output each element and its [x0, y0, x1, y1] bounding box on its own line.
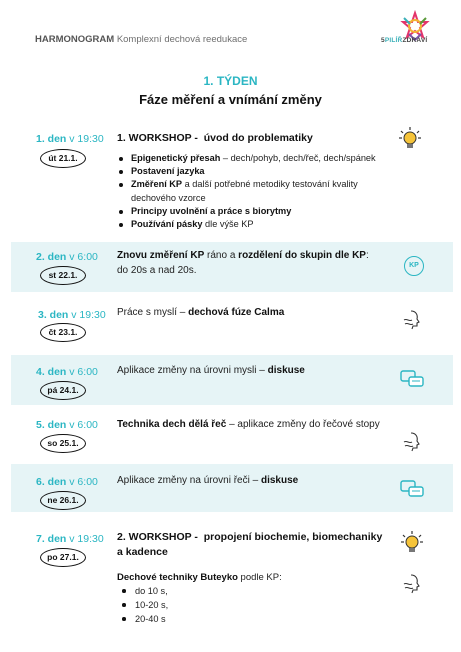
buteyko-items: [117, 584, 267, 626]
date-badge: čt 23.1.: [40, 323, 86, 342]
lightbulb-icon: [400, 530, 424, 556]
day-description: Znovu změření KP ráno a rozdělení do skupin dle KP: do 20s a nad 20s.: [117, 250, 369, 276]
day-label: 2. den v 6:00: [36, 251, 98, 263]
day-label: 7. den v 19:30: [36, 533, 104, 545]
day-label: 1. den v 19:30: [36, 133, 104, 145]
lightbulb-icon: [398, 126, 422, 152]
header-brand: HARMONOGRAM: [35, 34, 115, 45]
day-label: 3. den v 19:30: [38, 309, 106, 321]
workshop-title: 2. WORKSHOP - propojení biochemie, biomechaniky a kadence: [117, 531, 383, 558]
list-item: do 10 s,: [117, 584, 267, 598]
date-badge: pá 24.1.: [40, 381, 86, 400]
list-item: Epigenetický přesah – dech/pohyb, dech/řeč, dech/spánek: [117, 152, 397, 165]
date-badge: po 27.1.: [40, 548, 86, 567]
breath-head-icon: [402, 430, 424, 452]
chat-bubbles-icon: [400, 370, 424, 390]
day-label: 4. den v 6:00: [36, 366, 98, 378]
date-badge: so 25.1.: [40, 434, 86, 453]
workshop-bullets: [117, 152, 397, 231]
breath-head-icon: [402, 308, 424, 330]
chat-bubbles-icon: [400, 480, 424, 500]
day-label: 5. den v 6:00: [36, 419, 98, 431]
header-subtitle: Komplexní dechová reedukace: [116, 34, 248, 45]
date-badge: st 22.1.: [40, 266, 86, 285]
date-badge: ne 26.1.: [40, 491, 86, 510]
list-item: Změření KP a další potřebné metodiky testování kvality dechového vzorce: [117, 178, 397, 204]
logo-text: 5PILÍŘZDRAVÍ: [381, 37, 428, 44]
kp-stopwatch-icon: KP: [404, 256, 424, 276]
workshop-title: 1. WORKSHOP - úvod do problematiky: [117, 132, 313, 144]
list-item: Používání pásky dle výše KP: [117, 218, 397, 231]
phase-heading: Fáze měření a vnímání změny: [139, 92, 322, 107]
list-item: 10-20 s,: [117, 598, 267, 612]
list-item: Principy uvolnění a práce s biorytmy: [117, 205, 397, 218]
list-item: 20-40 s: [117, 612, 267, 626]
day-description: Aplikace změny na úrovni řeči – diskuse: [117, 475, 299, 486]
day-description: Aplikace změny na úrovni mysli – diskuse: [117, 365, 305, 376]
breath-head-icon: [402, 572, 424, 594]
week-heading: 1. TÝDEN: [203, 74, 258, 88]
date-badge: út 21.1.: [40, 149, 86, 168]
document-header: [35, 34, 247, 45]
day-description: Práce s myslí – dechová fúze Calma: [117, 307, 285, 318]
list-item: Postavení jazyka: [117, 165, 397, 178]
day-label: 6. den v 6:00: [36, 476, 98, 488]
buteyko-subheading: Dechové techniky Buteyko podle KP:: [117, 572, 282, 583]
day-description: Technika dech dělá řeč – aplikace změny do řečové stopy: [117, 419, 380, 430]
